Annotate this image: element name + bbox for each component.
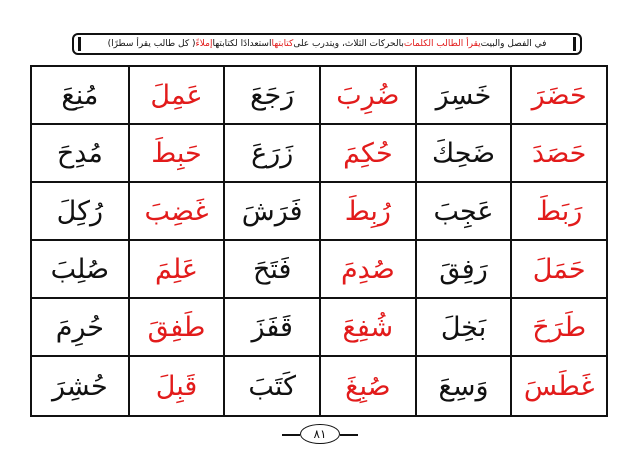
word-cell: رَفِقَ [415,241,511,299]
word-cell: رُكِلَ [32,183,128,241]
word-cell: حَمَلَ [510,241,606,299]
word-cell: غَضِبَ [128,183,224,241]
word-cell: فَرَشَ [223,183,319,241]
word-cell: مُدِحَ [32,125,128,183]
word-cell: رَبَطَ [510,183,606,241]
word-cell: حُرِمَ [32,299,128,357]
word-cell: حُكِمَ [319,125,415,183]
word-cell: قَفَزَ [223,299,319,357]
page-number: ٨١ [300,424,340,444]
word-cell: عَمِلَ [128,67,224,125]
instruction-text-4: كتابتها [271,39,294,49]
instruction-text-3: بالحركات الثلاث، ويتدرب على [293,39,404,49]
word-cell: فَتَحَ [223,241,319,299]
word-cell: غَطَسَ [510,357,606,415]
word-cell: رُبِطَ [319,183,415,241]
instruction-text-2: يقرأ الطالب الكلمات [403,39,481,49]
word-cell: حَصَدَ [510,125,606,183]
word-cell: صُلِبَ [32,241,128,299]
word-grid [30,65,608,417]
word-cell: كَتَبَ [223,357,319,415]
word-cell: وَسِعَ [415,357,511,415]
word-cell: عَلِمَ [128,241,224,299]
word-cell: بَخِلَ [415,299,511,357]
word-cell: خَسِرَ [415,67,511,125]
word-cell: ضَحِكَ [415,125,511,183]
word-cell: عَجِبَ [415,183,511,241]
word-cell: قَبِلَ [128,357,224,415]
word-cell: زَرَعَ [223,125,319,183]
word-cell: مُنِعَ [32,67,128,125]
instruction-box [72,33,582,55]
word-cell: حَبِطَ [128,125,224,183]
instruction-text-7: ( كل طالب يقرأ سطرًا) [107,39,196,49]
instruction-text-6: إملاءً [195,39,213,49]
word-cell: حَضَرَ [510,67,606,125]
word-cell: صُدِمَ [319,241,415,299]
instruction-text-5: استعدادًا لكتابتها [212,39,272,49]
instruction-text-1: في الفصل والبيت [480,39,547,49]
word-cell: حُشِرَ [52,370,108,402]
word-cell: طَرَحَ [510,299,606,357]
word-cell: رَجَعَ [223,67,319,125]
word-cell: صُبِغَ [319,357,415,415]
word-cell: شُفِعَ [319,299,415,357]
word-cell: طَفِقَ [128,299,224,357]
word-cell: ضُرِبَ [319,67,415,125]
